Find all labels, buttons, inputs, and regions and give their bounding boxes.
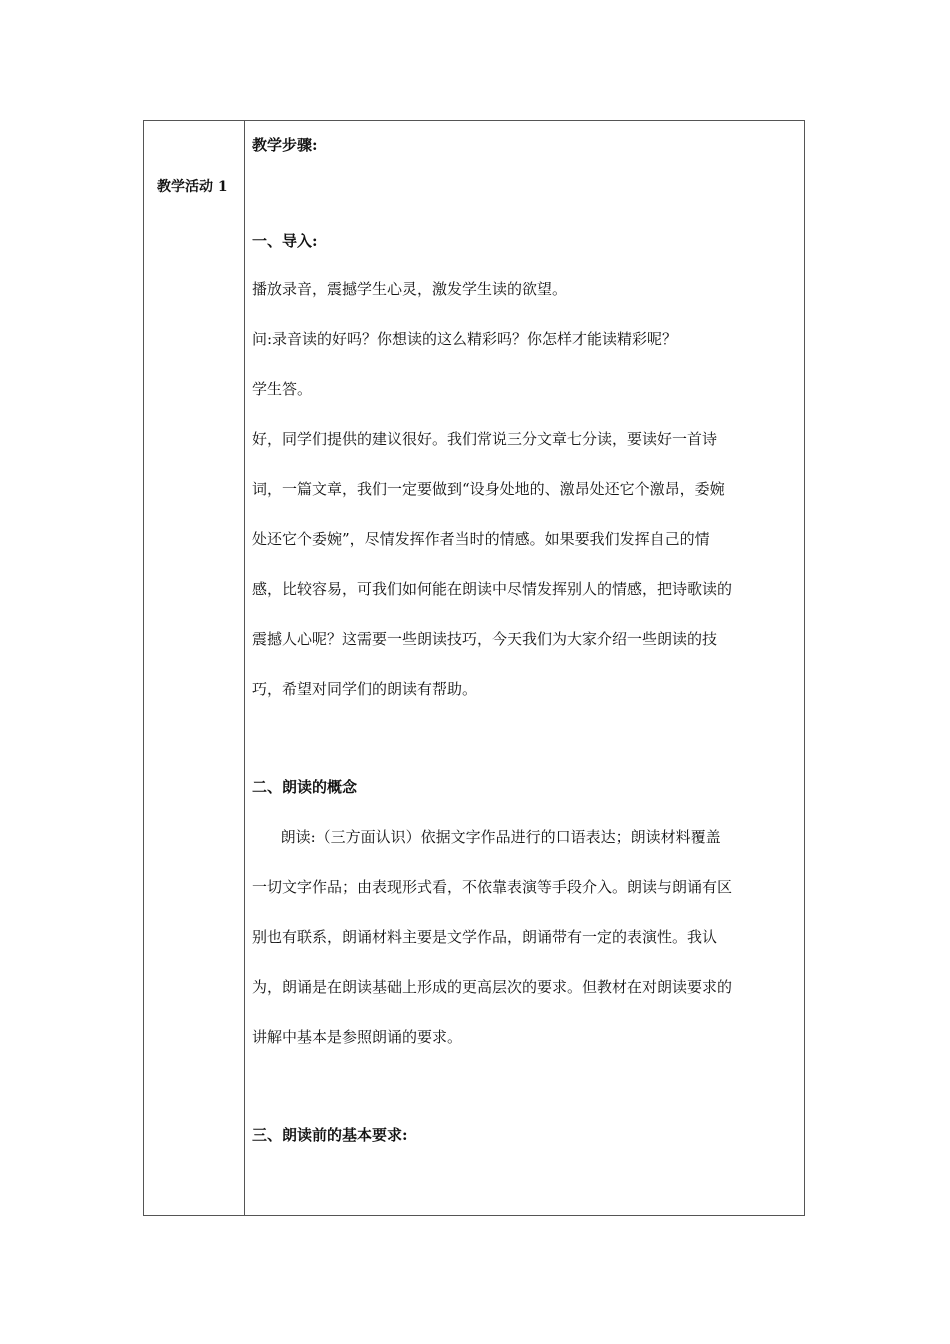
paragraph-line: 讲解中基本是参照朗诵的要求。 (252, 1028, 463, 1046)
paragraph-line: 巧，希望对同学们的朗读有帮助。 (252, 680, 478, 698)
section-2-heading: 二、朗读的概念 (252, 778, 358, 796)
paragraph-line: 问:录音读的好吗？你想读的这么精彩吗？你怎样才能读精彩呢？ (252, 330, 678, 348)
paragraph-line: 感，比较容易，可我们如何能在朗读中尽情发挥别人的情感，把诗歌读的 (252, 580, 733, 598)
steps-title: 教学步骤: (252, 136, 318, 154)
activity-label: 教学活动 1 (157, 179, 228, 195)
paragraph-line: 朗读:（三方面认识）依据文字作品进行的口语表达；朗读材料覆盖 (252, 828, 721, 846)
paragraph-line: 词，一篇文章，我们一定要做到“设身处地的、激昂处还它个激昂，委婉 (252, 480, 725, 498)
paragraph-line: 震撼人心呢？这需要一些朗读技巧，今天我们为大家介绍一些朗读的技 (252, 630, 718, 648)
paragraph-line: 好，同学们提供的建议很好。我们常说三分文章七分读，要读好一首诗 (252, 430, 718, 448)
paragraph-line: 一切文字作品；由表现形式看，不依靠表演等手段介入。朗读与朗诵有区 (252, 878, 733, 896)
paragraph-line: 为，朗诵是在朗读基础上形成的更高层次的要求。但教材在对朗读要求的 (252, 978, 733, 996)
lesson-table (143, 120, 805, 1216)
paragraph-line: 别也有联系，朗诵材料主要是文学作品，朗诵带有一定的表演性。我认 (252, 928, 718, 946)
paragraph-line: 处还它个委婉”，尽情发挥作者当时的情感。如果要我们发挥自己的情 (252, 530, 710, 548)
section-3-heading: 三、朗读前的基本要求: (252, 1126, 408, 1144)
paragraph-line: 播放录音，震撼学生心灵，激发学生读的欲望。 (252, 280, 568, 298)
paragraph-line: 学生答。 (252, 380, 313, 398)
section-1-heading: 一、导入: (252, 232, 318, 250)
column-divider (244, 121, 245, 1215)
